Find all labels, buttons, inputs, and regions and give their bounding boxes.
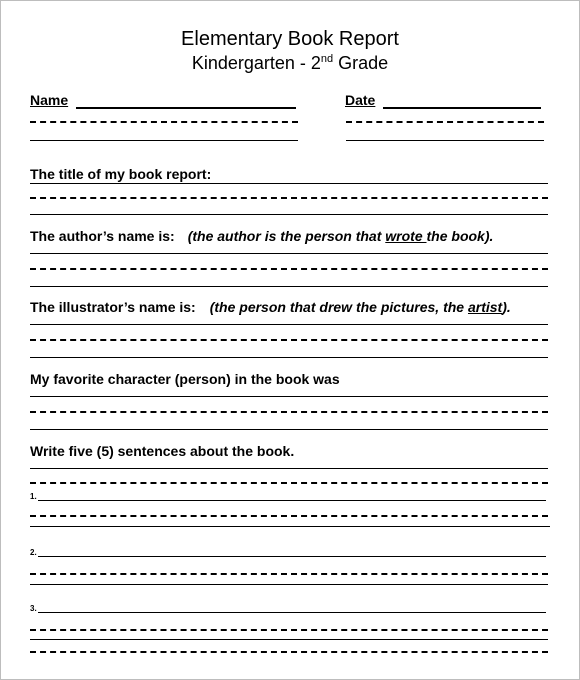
author-hint-text: (the author is the person that	[187, 228, 386, 244]
author-base-line[interactable]	[30, 286, 548, 287]
page-title: Elementary Book Report	[181, 28, 399, 50]
sentences-dashed-line	[30, 482, 548, 484]
sentence-1-line[interactable]	[38, 500, 546, 501]
sentence-4-dashed-line	[30, 651, 548, 653]
illustrator-hint-text: (the person that drew the pictures, the	[209, 299, 468, 315]
author-label: The author’s name is:	[30, 228, 175, 244]
sentence-1-base-line[interactable]	[30, 526, 550, 527]
author-hint	[188, 228, 494, 244]
subtitle-main: Kindergarten - 2	[191, 53, 321, 73]
page-subtitle	[0, 53, 580, 74]
sentence-2-line[interactable]	[38, 556, 546, 557]
date-line[interactable]	[383, 107, 541, 109]
sentence-3-dashed-line	[30, 629, 548, 631]
illustrator-write-line[interactable]	[30, 324, 548, 325]
illustrator-hint-underlined: artist	[467, 299, 503, 315]
date-write-line[interactable]	[346, 140, 544, 141]
subtitle-end: Grade	[333, 53, 389, 73]
sentence-1-dashed-line	[30, 515, 548, 517]
author-dashed-line	[30, 268, 548, 270]
illustrator-label: The illustrator’s name is:	[30, 299, 196, 315]
illustrator-hint	[210, 299, 511, 315]
illustrator-base-line[interactable]	[30, 357, 548, 358]
sentence-3-line[interactable]	[38, 612, 546, 613]
illustrator-hint-end: ).	[502, 299, 511, 315]
author-hint-underlined: wrote	[385, 228, 427, 244]
sentence-3-base-line[interactable]	[30, 639, 548, 640]
sentence-number-3: 3.	[30, 604, 37, 613]
sentence-2-base-line[interactable]	[30, 584, 548, 585]
sentence-number-2: 2.	[30, 548, 37, 557]
author-prompt	[30, 228, 493, 244]
name-dashed-line	[30, 121, 298, 123]
subtitle-superscript: nd	[320, 53, 334, 65]
sentences-write-line[interactable]	[30, 468, 548, 469]
sentence-number-1: 1.	[30, 492, 37, 501]
sentences-prompt: Write five (5) sentences about the book.	[30, 443, 295, 459]
character-base-line[interactable]	[30, 429, 548, 430]
title-write-line[interactable]	[30, 183, 548, 184]
name-label: Name	[30, 92, 69, 108]
date-dashed-line	[346, 121, 544, 123]
title-dashed-line	[30, 197, 548, 199]
character-write-line[interactable]	[30, 396, 548, 397]
sentence-2-dashed-line	[30, 573, 548, 575]
name-write-line[interactable]	[30, 140, 298, 141]
character-dashed-line	[30, 411, 548, 413]
illustrator-prompt	[30, 299, 511, 315]
author-write-line[interactable]	[30, 253, 548, 254]
title-prompt: The title of my book report:	[30, 166, 212, 182]
title-base-line[interactable]	[30, 214, 548, 215]
date-label: Date	[345, 92, 376, 108]
character-prompt: My favorite character (person) in the book was	[30, 371, 340, 387]
name-line[interactable]	[76, 107, 296, 109]
illustrator-dashed-line	[30, 339, 548, 341]
author-hint-end: the book).	[426, 228, 494, 244]
